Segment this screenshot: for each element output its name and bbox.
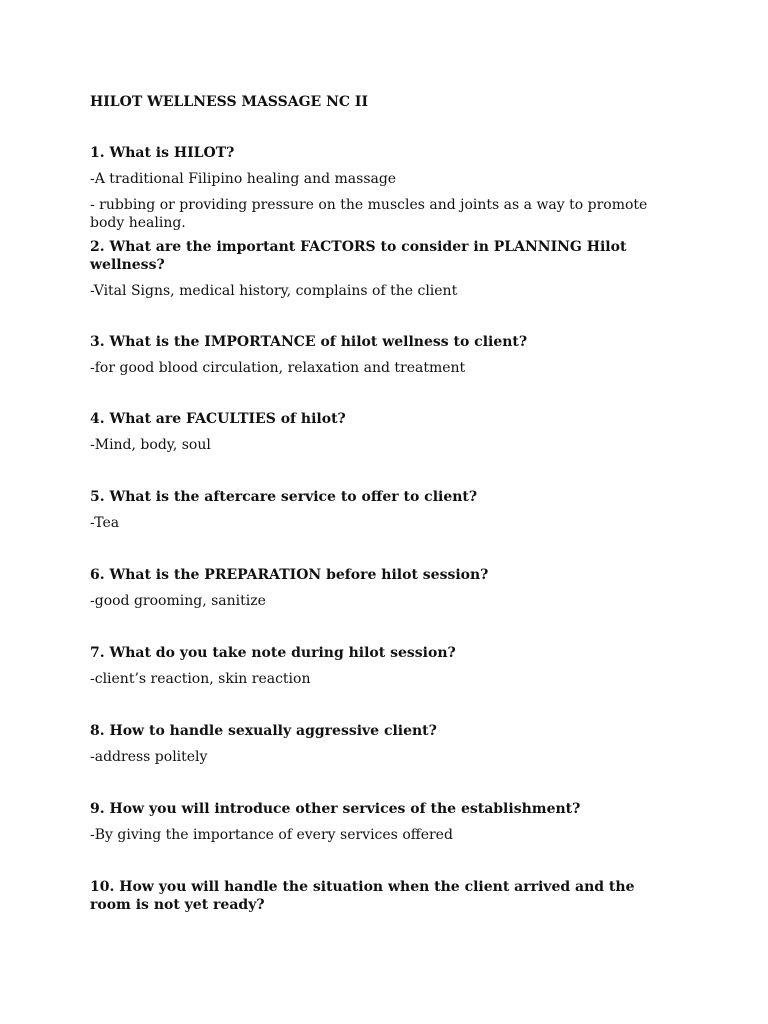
qa-item-5 xyxy=(90,488,680,532)
answer-6: -good grooming, sanitize xyxy=(90,593,266,609)
qa-item-4 xyxy=(90,410,680,454)
answer-7: -client’s reaction, skin reaction xyxy=(90,671,311,687)
qa-item-7 xyxy=(90,644,680,688)
qa-item-9 xyxy=(90,800,680,844)
qa-item-1 xyxy=(90,144,680,232)
qa-item-2 xyxy=(90,238,680,300)
qa-item-3 xyxy=(90,333,680,377)
question-2: 2. What are the important FACTORS to consider in PLANNING Hilot wellness? xyxy=(90,239,627,273)
question-10: 10. How you will handle the situation when the client arrived and the room is not yet ready? xyxy=(90,879,635,913)
answer-2: -Vital Signs, medical history, complains of the client xyxy=(90,283,458,299)
answer-4: -Mind, body, soul xyxy=(90,437,211,453)
question-5: 5. What is the aftercare service to offer to client? xyxy=(90,489,478,505)
question-6: 6. What is the PREPARATION before hilot session? xyxy=(90,567,489,583)
question-8: 8. How to handle sexually aggressive client? xyxy=(90,723,437,739)
answer-3: -for good blood circulation, relaxation and treatment xyxy=(90,360,466,376)
document-title: HILOT WELLNESS MASSAGE NC II xyxy=(90,94,368,110)
question-9: 9. How you will introduce other services of the establishment? xyxy=(90,801,581,817)
qa-item-8 xyxy=(90,722,680,766)
answer-1-b: - rubbing or providing pressure on the muscles and joints as a way to promote body healing. xyxy=(90,197,648,231)
qa-item-10 xyxy=(90,878,680,914)
answer-5: -Tea xyxy=(90,515,120,531)
answer-1-a: -A traditional Filipino healing and massage xyxy=(90,171,397,187)
question-7: 7. What do you take note during hilot session? xyxy=(90,645,456,661)
answer-9: -By giving the importance of every services offered xyxy=(90,827,453,843)
question-1: 1. What is HILOT? xyxy=(90,145,235,161)
qa-item-6 xyxy=(90,566,680,610)
document-page xyxy=(90,92,680,914)
question-3: 3. What is the IMPORTANCE of hilot wellness to client? xyxy=(90,334,528,350)
answer-8: -address politely xyxy=(90,749,208,765)
question-4: 4. What are FACULTIES of hilot? xyxy=(90,411,346,427)
